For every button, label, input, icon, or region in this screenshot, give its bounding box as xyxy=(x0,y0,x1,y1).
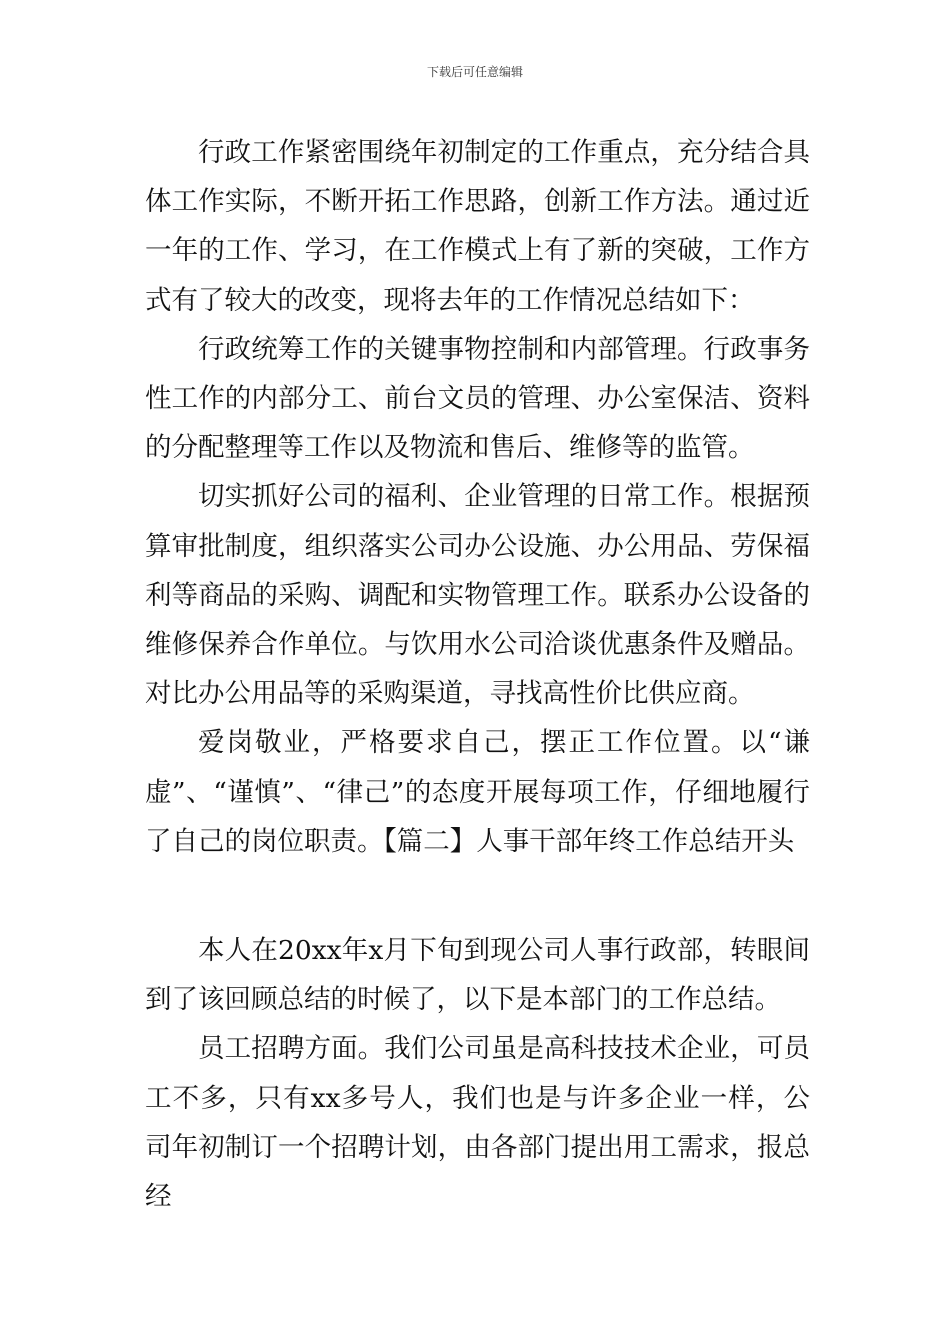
paragraph-admin-intro: 行政工作紧密围绕年初制定的工作重点，充分结合具体工作实际，不断开拓工作思路，创新工作方法。通过近一年的工作、学习，在工作模式上有了新的突破，工作方式有了较大的改变，现将去年的工作情况总结如下： xyxy=(145,137,810,316)
paragraph-welfare-management: 切实抓好公司的福利、企业管理的日常工作。根据预算审批制度，组织落实公司办公设施、办公用品、劳保福利等商品的采购、调配和实物管理工作。联系办公设备的维修保养合作单位。与饮用水公司洽谈优惠条件及赠品。对比办公用品等的采购渠道，寻找高性价比供应商。 xyxy=(145,481,810,710)
page-header: 下载后可任意编辑 xyxy=(426,65,523,79)
paragraph-recruitment: 员工招聘方面。我们公司虽是高科技技术企业，可员工不多，只有xx多号人，我们也是与许多企业一样，公司年初制订一个招聘计划，由各部门提出用工需求，报总经 xyxy=(145,1033,810,1213)
paragraph-admin-coordination: 行政统筹工作的关键事物控制和内部管理。行政事务性工作的内部分工、前台文员的管理、办公室保洁、资料的分配整理等工作以及物流和售后、维修等的监管。 xyxy=(145,333,810,464)
paragraph-dedication: 爱岗敬业，严格要求自己，摆正工作位置。以“谦虚”、“谨慎”、“律己”的态度开展每项工作，仔细地履行了自己的岗位职责。【篇二】人事干部年终工作总结开头 xyxy=(145,727,810,857)
document-body xyxy=(145,128,810,1221)
paragraph-hr-intro: 本人在20xx年x月下旬到现公司人事行政部，转眼间到了该回顾总结的时候了，以下是本部门的工作总结。 xyxy=(145,935,810,1016)
section-gap xyxy=(145,866,810,926)
